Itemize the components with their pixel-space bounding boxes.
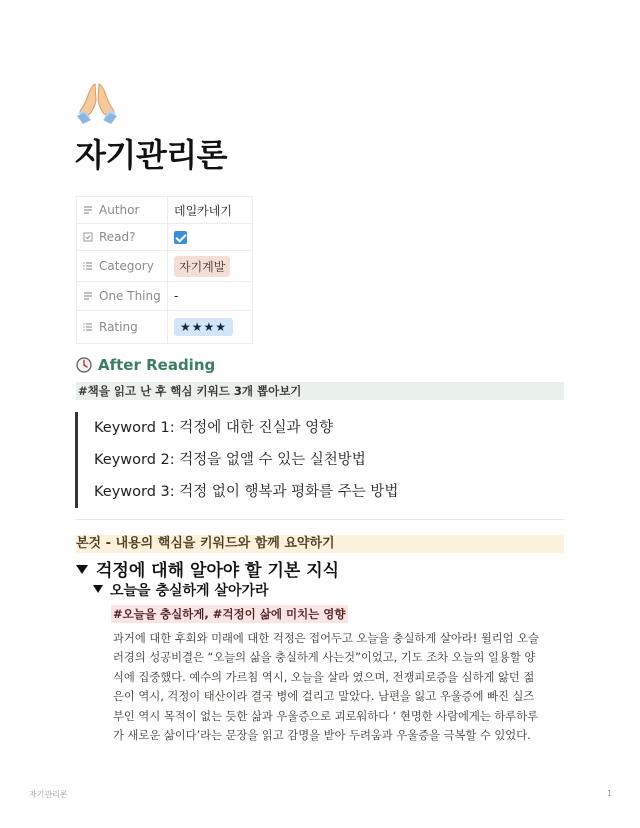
property-value[interactable] xyxy=(168,251,253,282)
property-value[interactable] xyxy=(168,224,253,251)
keyword-item: Keyword 2: 걱정을 없앨 수 있는 실천방법 xyxy=(94,452,366,468)
property-value[interactable] xyxy=(168,311,253,344)
toggle-triangle-icon[interactable] xyxy=(93,585,103,593)
toggle-triangle-icon[interactable] xyxy=(76,565,88,574)
page-title: 자기관리론 xyxy=(75,136,228,174)
summary-paragraph xyxy=(113,629,565,745)
list-icon xyxy=(83,322,93,332)
list-icon xyxy=(83,261,93,271)
property-row-read[interactable] xyxy=(77,224,253,251)
footer-title: 자기관리론 xyxy=(29,790,68,799)
category-tag[interactable]: 자기계발 xyxy=(174,256,230,277)
paragraph-line: 러경의 성공비결은 “오늘의 삶을 충실하게 사는것”이었고, 기도 조차 오늘의 일용할 양 xyxy=(113,651,536,665)
property-key: Read? xyxy=(77,224,168,251)
page-number: 1 xyxy=(607,789,613,798)
divider xyxy=(76,519,564,520)
text-lines-icon xyxy=(83,291,93,301)
after-reading-heading: After Reading xyxy=(76,356,215,374)
toggle-heading-today[interactable]: 오늘을 충실하게 살아가라 xyxy=(93,580,269,600)
property-row-category[interactable] xyxy=(77,251,253,282)
topic-tags-line: #오늘을 충실하게, #걱정이 삶에 미치는 영향 xyxy=(113,607,346,621)
checkbox-icon xyxy=(83,232,93,242)
property-key: Rating xyxy=(77,311,168,344)
property-key: Author xyxy=(77,197,168,224)
paragraph-line: 가 새로운 삶이다’라는 문장을 읽고 감명을 받아 두려움과 우울증을 극복할 수 있었다. xyxy=(113,729,531,743)
paragraph-line: 부인 역시 목적이 없는 듯한 삶과 우울증으로 괴로워하다 ‘ 현명한 사람에게는 하루하루 xyxy=(113,709,539,723)
properties-table xyxy=(76,196,253,344)
paragraph-line: 과거에 대한 후회와 미래에 대한 걱정은 접어두고 오늘을 충실하게 살아라! 윌리엄 오슬 xyxy=(113,632,539,645)
text-lines-icon xyxy=(83,205,93,215)
property-value[interactable]: - xyxy=(168,282,253,311)
property-value[interactable]: 데일카네기 xyxy=(168,197,253,224)
paragraph-line: 식에 집중했다. 예수의 가르침 역시, 오늘을 살라 였으며, 전쟁피로증을 심하게 앓던 젊 xyxy=(113,670,535,684)
summary-section-label: 본것 - 내용의 핵심을 키워드와 함께 요약하기 xyxy=(76,535,564,553)
keywords-quote xyxy=(75,412,514,508)
read-checkbox[interactable] xyxy=(174,231,187,244)
toggle-heading-basics[interactable]: 걱정에 대해 알아야 할 기본 지식 xyxy=(76,556,339,581)
keyword-item: Keyword 3: 걱정 없이 행복과 평화를 주는 방법 xyxy=(94,484,399,500)
folded-hands-icon[interactable] xyxy=(74,80,120,126)
keyword-callout-label: #책을 읽고 난 후 핵심 키워드 3개 뽑아보기 xyxy=(76,382,564,400)
rating-tag[interactable]: ★★★★ xyxy=(174,318,233,336)
keyword-item: Keyword 1: 걱정에 대한 진실과 영향 xyxy=(94,420,334,436)
property-row-rating[interactable] xyxy=(77,311,253,344)
property-row-author[interactable] xyxy=(77,197,253,224)
property-key: One Thing xyxy=(77,282,168,311)
property-key: Category xyxy=(77,251,168,282)
property-row-one-thing[interactable] xyxy=(77,282,253,311)
paragraph-line: 은이 역시, 걱정이 태산이라 결국 병에 걸리고 말았다. 남편을 잃고 우울증에 빠진 실즈 xyxy=(113,690,535,704)
clock-icon xyxy=(76,357,92,373)
